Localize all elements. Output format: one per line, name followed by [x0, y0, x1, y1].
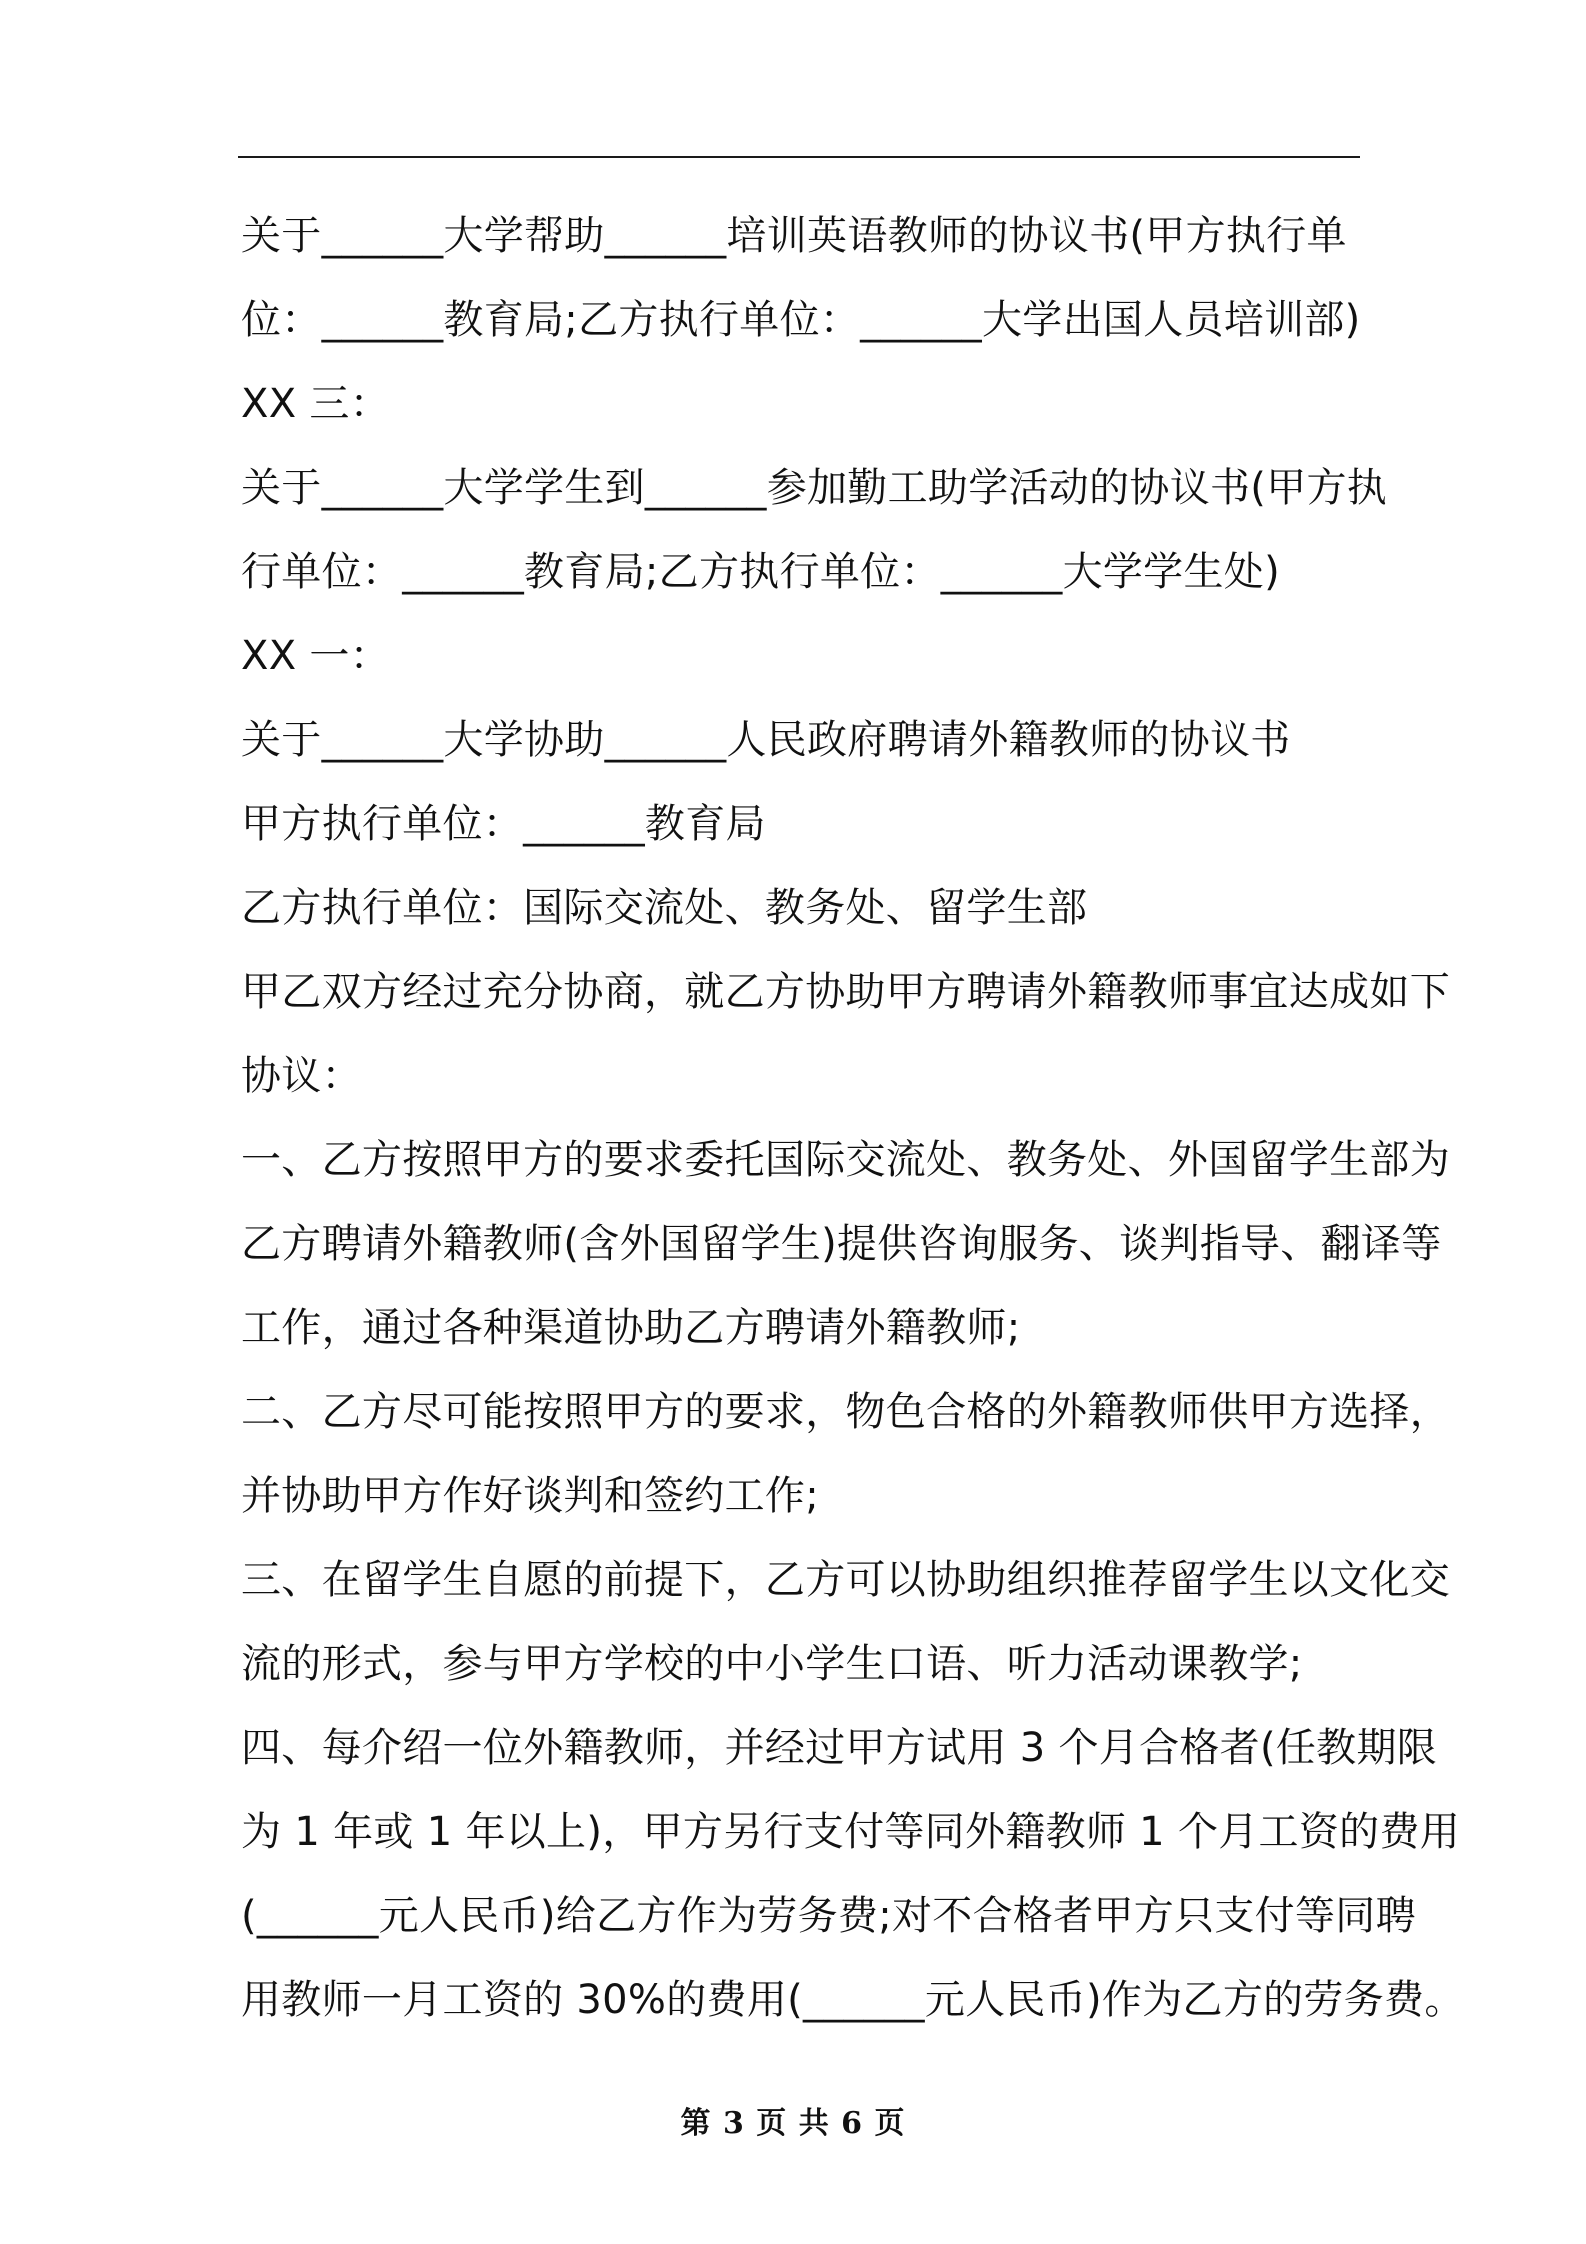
header-divider	[238, 156, 1360, 158]
party-b-unit: 乙方执行单位：国际交流处、教务处、留学生部	[241, 885, 1088, 931]
clause-line: 二、乙方尽可能按照甲方的要求，物色合格的外籍教师供甲方选择，	[241, 1389, 1450, 1435]
clause-line: 流的形式，参与甲方学校的中小学生口语、听力活动课教学;	[241, 1641, 1303, 1687]
text-line: 协议：	[241, 1053, 362, 1099]
clause-line: 并协助甲方作好谈判和签约工作;	[241, 1473, 819, 1519]
clause-line: 为 1 年或 1 年以上)，甲方另行支付等同外籍教师 1 个月工资的费用	[241, 1809, 1461, 1855]
text-line: 位：______教育局;乙方执行单位：______大学出国人员培训部)	[241, 297, 1361, 343]
section-heading: XX 三：	[241, 381, 391, 427]
clause-line: 工作，通过各种渠道协助乙方聘请外籍教师;	[241, 1305, 1021, 1351]
party-a-unit: 甲方执行单位：______教育局	[241, 801, 766, 847]
clause-line: 四、每介绍一位外籍教师，并经过甲方试用 3 个月合格者(任教期限	[241, 1725, 1438, 1771]
clause-line: (______元人民币)给乙方作为劳务费;对不合格者甲方只支付等同聘	[241, 1893, 1416, 1939]
agreement-title: 关于______大学协助______人民政府聘请外籍教师的协议书	[241, 717, 1291, 763]
clause-line: 一、乙方按照甲方的要求委托国际交流处、教务处、外国留学生部为	[241, 1137, 1450, 1183]
document-body	[241, 194, 1465, 2042]
text-line: 关于______大学学生到______参加勤工助学活动的协议书(甲方执	[241, 465, 1388, 511]
text-line: 甲乙双方经过充分协商，就乙方协助甲方聘请外籍教师事宜达成如下	[241, 969, 1450, 1015]
clause-line: 用教师一月工资的 30%的费用(______元人民币)作为乙方的劳务费。	[241, 1977, 1465, 2023]
clause-line: 乙方聘请外籍教师(含外国留学生)提供咨询服务、谈判指导、翻译等	[241, 1221, 1442, 1267]
text-line: 行单位：______教育局;乙方执行单位：______大学学生处)	[241, 549, 1280, 595]
page-number-footer: 第 3 页 共 6 页	[680, 2106, 906, 2141]
clause-line: 三、在留学生自愿的前提下，乙方可以协助组织推荐留学生以文化交	[241, 1557, 1450, 1603]
section-heading: XX 一：	[241, 633, 391, 679]
text-line: 关于______大学帮助______培训英语教师的协议书(甲方执行单	[241, 213, 1347, 259]
